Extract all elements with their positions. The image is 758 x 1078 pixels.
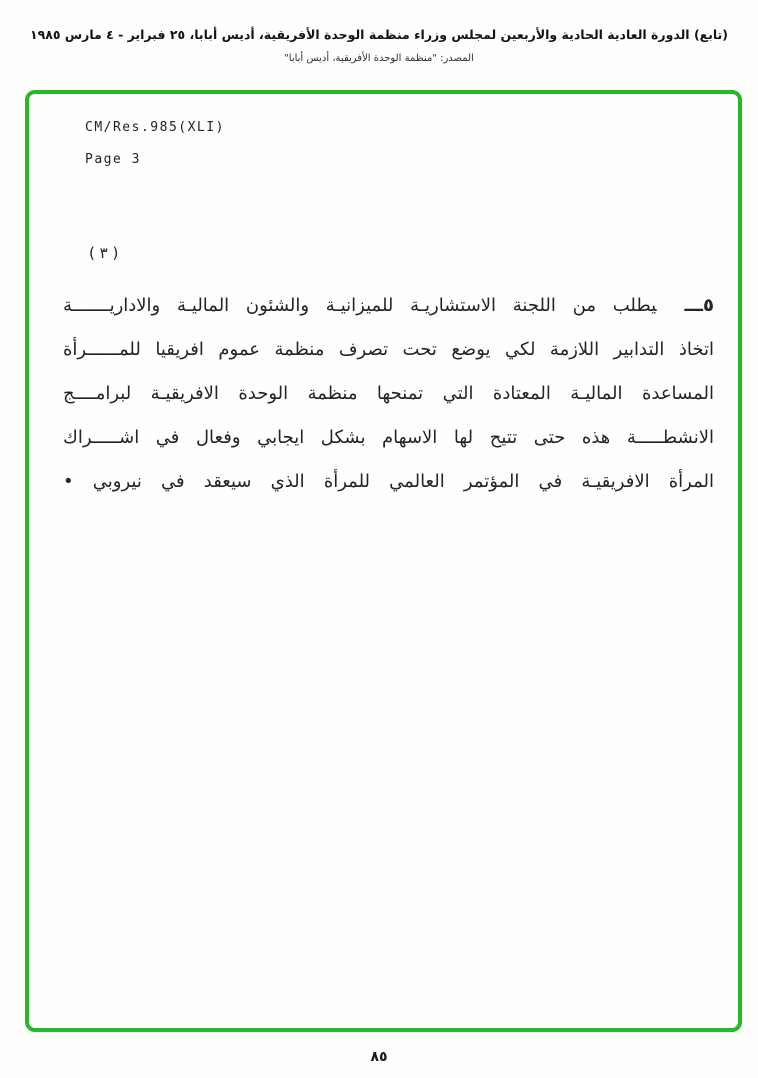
body-line: اتخاذ التدابير اللازمة لكي يوضع تحت تصرف منظمة عموم افريقيا للمــــــرأة (63, 339, 714, 360)
body-line: الانشطـــــة هذه حتى تتيح لها الاسهام بشكل ايجابي وفعال في اشـــــراك (63, 427, 714, 448)
section-number: ( ٣ ) (89, 244, 119, 262)
page-label: Page 3 (85, 152, 141, 167)
page-number: ٨٥ (370, 1049, 388, 1065)
green-scan-frame (25, 90, 742, 1032)
resolution-paragraph (63, 284, 714, 504)
body-line-text: يطلب من اللجنة الاستشاريـة للميزانيـة والشئون الماليـة والاداريـــــــة (63, 295, 657, 316)
document-reference: CM/Res.985(XLI) (85, 120, 225, 135)
body-line (63, 284, 714, 328)
body-line: المرأة الافريقيـة في المؤتمر العالمي للمرأة الذي سيعقد في نيروبي • (63, 471, 714, 492)
source-line: المصدر: "منظمة الوحدة الأفريقية، أديس أبابا" (284, 53, 474, 64)
repository-header: (تابع) الدورة العادية الحادية والأربعين لمجلس وزراء منظمة الوحدة الأفريقية، أديس أبابا، ٢٥ فبراير - ٤ مارس ١٩٨٥ (30, 27, 728, 42)
item-number: ٥ـــ (684, 295, 714, 316)
body-line: المساعدة الماليـة المعتادة التي تمنحها منظمة الوحدة الافريقيـة لبرامــــج (63, 383, 714, 404)
